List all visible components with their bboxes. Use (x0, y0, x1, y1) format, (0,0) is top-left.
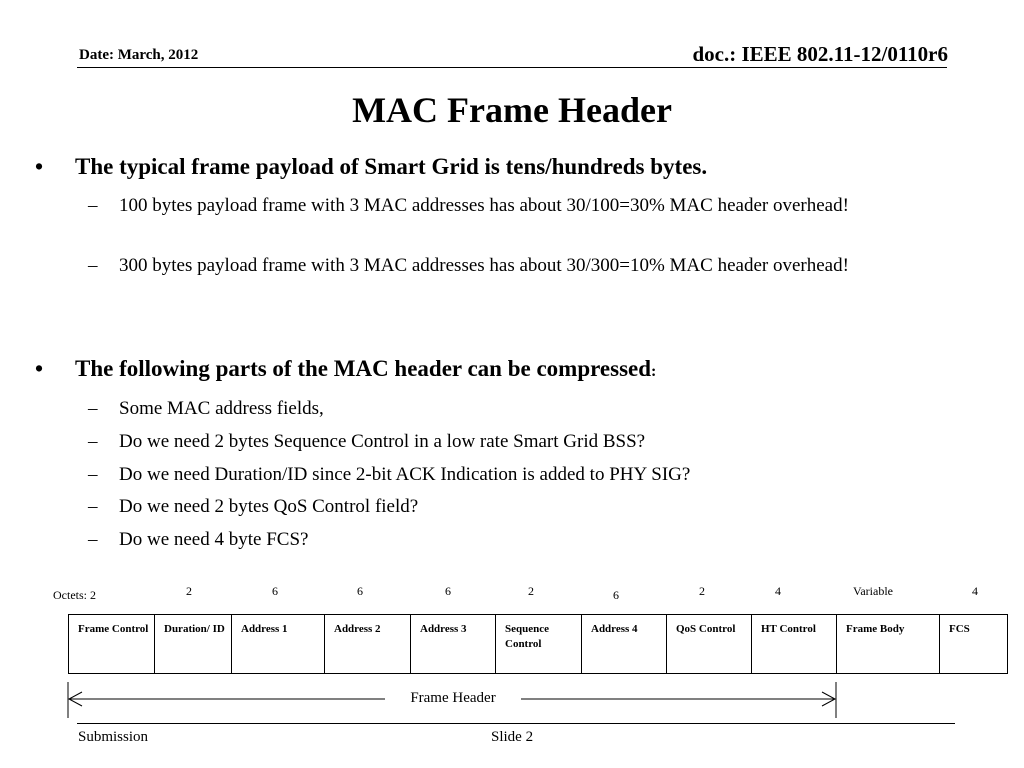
octet-count: Octets: 2 (53, 588, 96, 602)
octet-count: 2 (528, 584, 534, 598)
field-duration-id: Duration/ ID (155, 615, 232, 674)
octet-count: 6 (445, 584, 451, 598)
field-qos-control: QoS Control (667, 615, 752, 674)
sub-marker: – (88, 464, 98, 485)
sub-marker: – (88, 255, 98, 276)
sub-marker: – (88, 431, 98, 452)
mac-frame-table (68, 614, 1008, 674)
octet-count: 2 (186, 584, 192, 598)
sub-marker: – (88, 496, 98, 517)
sub-bullet-text: Do we need Duration/ID since 2-bit ACK Indication is added to PHY SIG? (119, 464, 691, 485)
field-frame-body: Frame Body (837, 615, 940, 674)
field-fcs: FCS (940, 615, 1008, 674)
slide-title: MAC Frame Header (352, 90, 672, 130)
footer-rule (77, 723, 955, 724)
field-frame-control: Frame Control (69, 615, 155, 674)
sub-bullet-text: Do we need 4 byte FCS? (119, 529, 309, 550)
octet-count: 6 (613, 588, 619, 602)
octet-count: 4 (972, 584, 978, 598)
header-date: Date: March, 2012 (79, 47, 199, 63)
bullet-marker: • (35, 154, 44, 179)
field-ht-control: HT Control (752, 615, 837, 674)
field-address-3: Address 3 (411, 615, 496, 674)
field-address-1: Address 1 (232, 615, 325, 674)
field-address-4: Address 4 (582, 615, 667, 674)
frame-header-label: Frame Header (385, 690, 521, 707)
octet-count: 6 (357, 584, 363, 598)
bullet-2-suffix: : (651, 363, 657, 380)
sub-bullet-text: Do we need 2 bytes Sequence Control in a low rate Smart Grid BSS? (119, 431, 646, 452)
frame-fields-row (69, 615, 1008, 674)
bullet-1-text: The typical frame payload of Smart Grid is tens/hundreds bytes. (75, 154, 708, 179)
header-doc-id: doc.: IEEE 802.11-12/0110r6 (692, 42, 948, 66)
bullet-marker: • (35, 356, 44, 381)
octet-count: 4 (775, 584, 781, 598)
octet-count: Variable (853, 584, 893, 598)
sub-bullet-text: Some MAC address fields, (119, 398, 324, 419)
sub-bullet-text: Do we need 2 bytes QoS Control field? (119, 496, 419, 517)
sub-marker: – (88, 398, 98, 419)
field-address-2: Address 2 (325, 615, 411, 674)
octet-count: 6 (272, 584, 278, 598)
sub-marker: – (88, 529, 98, 550)
sub-bullet-text: 300 bytes payload frame with 3 MAC addresses has about 30/300=10% MAC header overhead! (119, 255, 849, 276)
footer-slide-number: Slide 2 (491, 729, 534, 745)
footer-submission: Submission (78, 729, 149, 745)
sub-marker: – (88, 195, 98, 216)
sub-bullet-text: 100 bytes payload frame with 3 MAC addresses has about 30/100=30% MAC header overhead! (119, 195, 849, 216)
bullet-2-main: The following parts of the MAC header can be compressed (75, 356, 652, 381)
field-sequence-control: Sequence Control (496, 615, 582, 674)
octet-count: 2 (699, 584, 705, 598)
bullet-2-text (75, 356, 656, 382)
header-rule (77, 67, 947, 68)
